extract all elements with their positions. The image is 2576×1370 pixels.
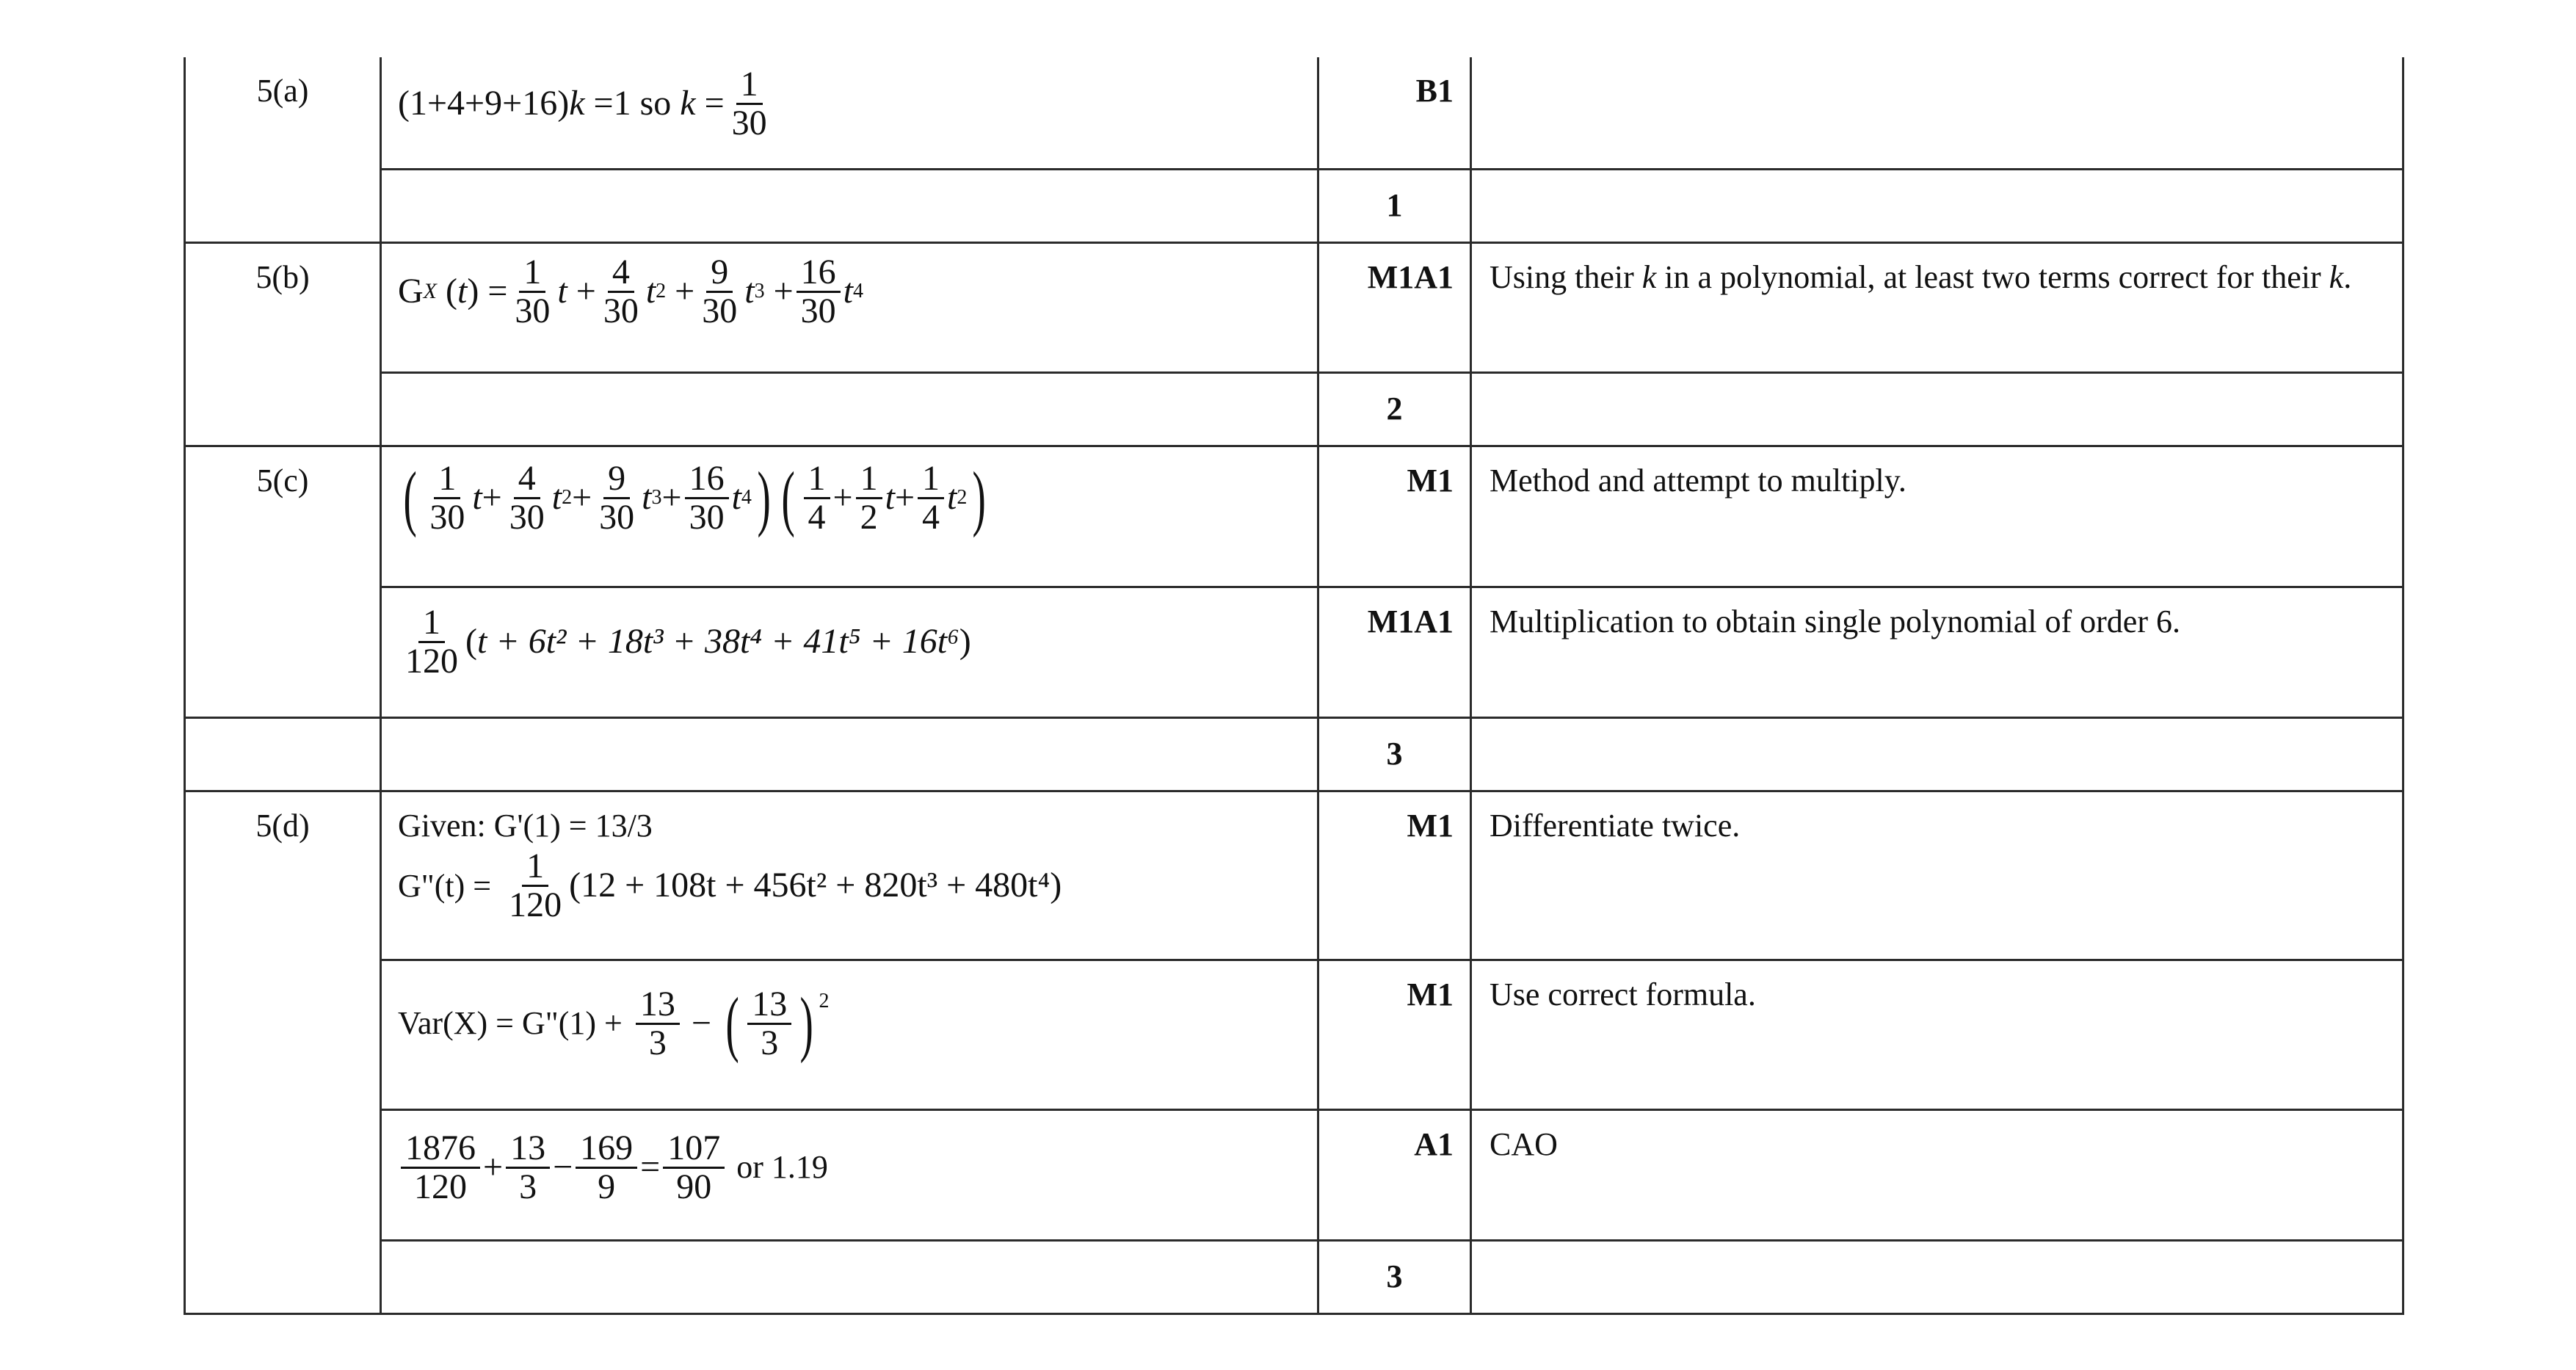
answer-cell bbox=[381, 57, 1318, 169]
guidance-cell: Method and attempt to multiply. bbox=[1471, 446, 2403, 587]
table-row bbox=[185, 717, 2403, 791]
table-row bbox=[185, 1240, 2403, 1313]
answer-cell bbox=[381, 1240, 1318, 1313]
table-row bbox=[185, 169, 2403, 242]
table-row bbox=[185, 587, 2403, 717]
mark-scheme-table bbox=[184, 57, 2404, 1315]
answer-cell bbox=[381, 587, 1318, 717]
total-marks: 3 bbox=[1318, 717, 1471, 791]
answer-cell bbox=[381, 372, 1318, 446]
math-expression: G"(t) = $\frac{1}{120}$ (12 + 108t + 456t² + 820t³ + 480t⁴) bbox=[398, 846, 1062, 925]
answer-cell bbox=[381, 717, 1318, 791]
math-expression: ( $\frac{1}{30}$ t + $\frac{4}{30}$ t 2 + $\frac{9}{30}$ t 3 + $\frac{16}{30}$ t 4 ) ( $\frac{1}{4}$ + $\frac{1}{2}$ t + $\frac{1}{4}$ t 2 ) bbox=[403, 457, 987, 539]
table-row bbox=[185, 446, 2403, 587]
mark-code: M1 bbox=[1318, 446, 1471, 587]
mark-code: M1 bbox=[1318, 960, 1471, 1109]
table-row bbox=[185, 57, 2403, 169]
answer-cell bbox=[381, 446, 1318, 587]
math-expression: $\frac{1}{120}$ ( t + 6t² + 18t³ + 38t⁴ + 41t⁵ + 16t⁶ ) bbox=[405, 602, 971, 681]
table-row bbox=[185, 372, 2403, 446]
mark-code: M1A1 bbox=[1318, 242, 1471, 372]
math-expression: G X ( t ) = $\frac{1}{30}$ t + $\frac{4}{30}$ t 2 + $\frac{9}{30}$ t 3 + $\frac{16}{30}$ t 4 bbox=[398, 252, 863, 330]
answer-cell bbox=[381, 169, 1318, 242]
mark-scheme-sheet bbox=[184, 57, 2402, 1315]
question-label bbox=[185, 717, 381, 791]
guidance-cell: Differentiate twice. bbox=[1471, 791, 2403, 960]
mark-code: B1 bbox=[1318, 57, 1471, 169]
guidance-cell bbox=[1471, 57, 2403, 169]
answer-cell bbox=[381, 791, 1318, 960]
guidance-cell: Use correct formula. bbox=[1471, 960, 2403, 1109]
math-expression: (1+4+9+16) k =1 so k = $\frac{1}{30}$ bbox=[398, 66, 774, 142]
mark-code: A1 bbox=[1318, 1109, 1471, 1240]
table-row bbox=[185, 242, 2403, 372]
table-row bbox=[185, 791, 2403, 960]
total-marks: 3 bbox=[1318, 1240, 1471, 1313]
answer-cell bbox=[381, 960, 1318, 1109]
math-expression: $\frac{1876}{120}$ + $\frac{13}{3}$ − $\frac{169}{9}$ = $\frac{107}{90}$ or 1.19 bbox=[398, 1130, 828, 1206]
question-label: 5(c) bbox=[185, 446, 381, 717]
guidance-cell bbox=[1471, 1240, 2403, 1313]
fraction: $\frac{1}{30}$ bbox=[731, 65, 767, 143]
table-row bbox=[185, 960, 2403, 1109]
answer-cell bbox=[381, 1109, 1318, 1240]
guidance-cell: Using their k in a polynomial, at least two terms correct for their k. bbox=[1471, 242, 2403, 372]
guidance-cell bbox=[1471, 372, 2403, 446]
question-label: 5(d) bbox=[185, 791, 381, 1313]
mark-code: M1 bbox=[1318, 791, 1471, 960]
math-expression: Var(X) = G"(1) + $\frac{13}{3}$ − ( $\frac{13}{3}$ ) $^2$ bbox=[398, 982, 830, 1065]
guidance-cell: CAO bbox=[1471, 1109, 2403, 1240]
total-marks: 1 bbox=[1318, 169, 1471, 242]
table-row bbox=[185, 1109, 2403, 1240]
guidance-cell: Multiplication to obtain single polynomial of order 6. bbox=[1471, 587, 2403, 717]
total-marks: 2 bbox=[1318, 372, 1471, 446]
question-label: 5(b) bbox=[185, 242, 381, 446]
guidance-cell bbox=[1471, 717, 2403, 791]
answer-cell bbox=[381, 242, 1318, 372]
question-label: 5(a) bbox=[185, 57, 381, 242]
given-statement: Given: G'(1) = 13/3 bbox=[398, 807, 653, 844]
guidance-cell bbox=[1471, 169, 2403, 242]
mark-code: M1A1 bbox=[1318, 587, 1471, 717]
